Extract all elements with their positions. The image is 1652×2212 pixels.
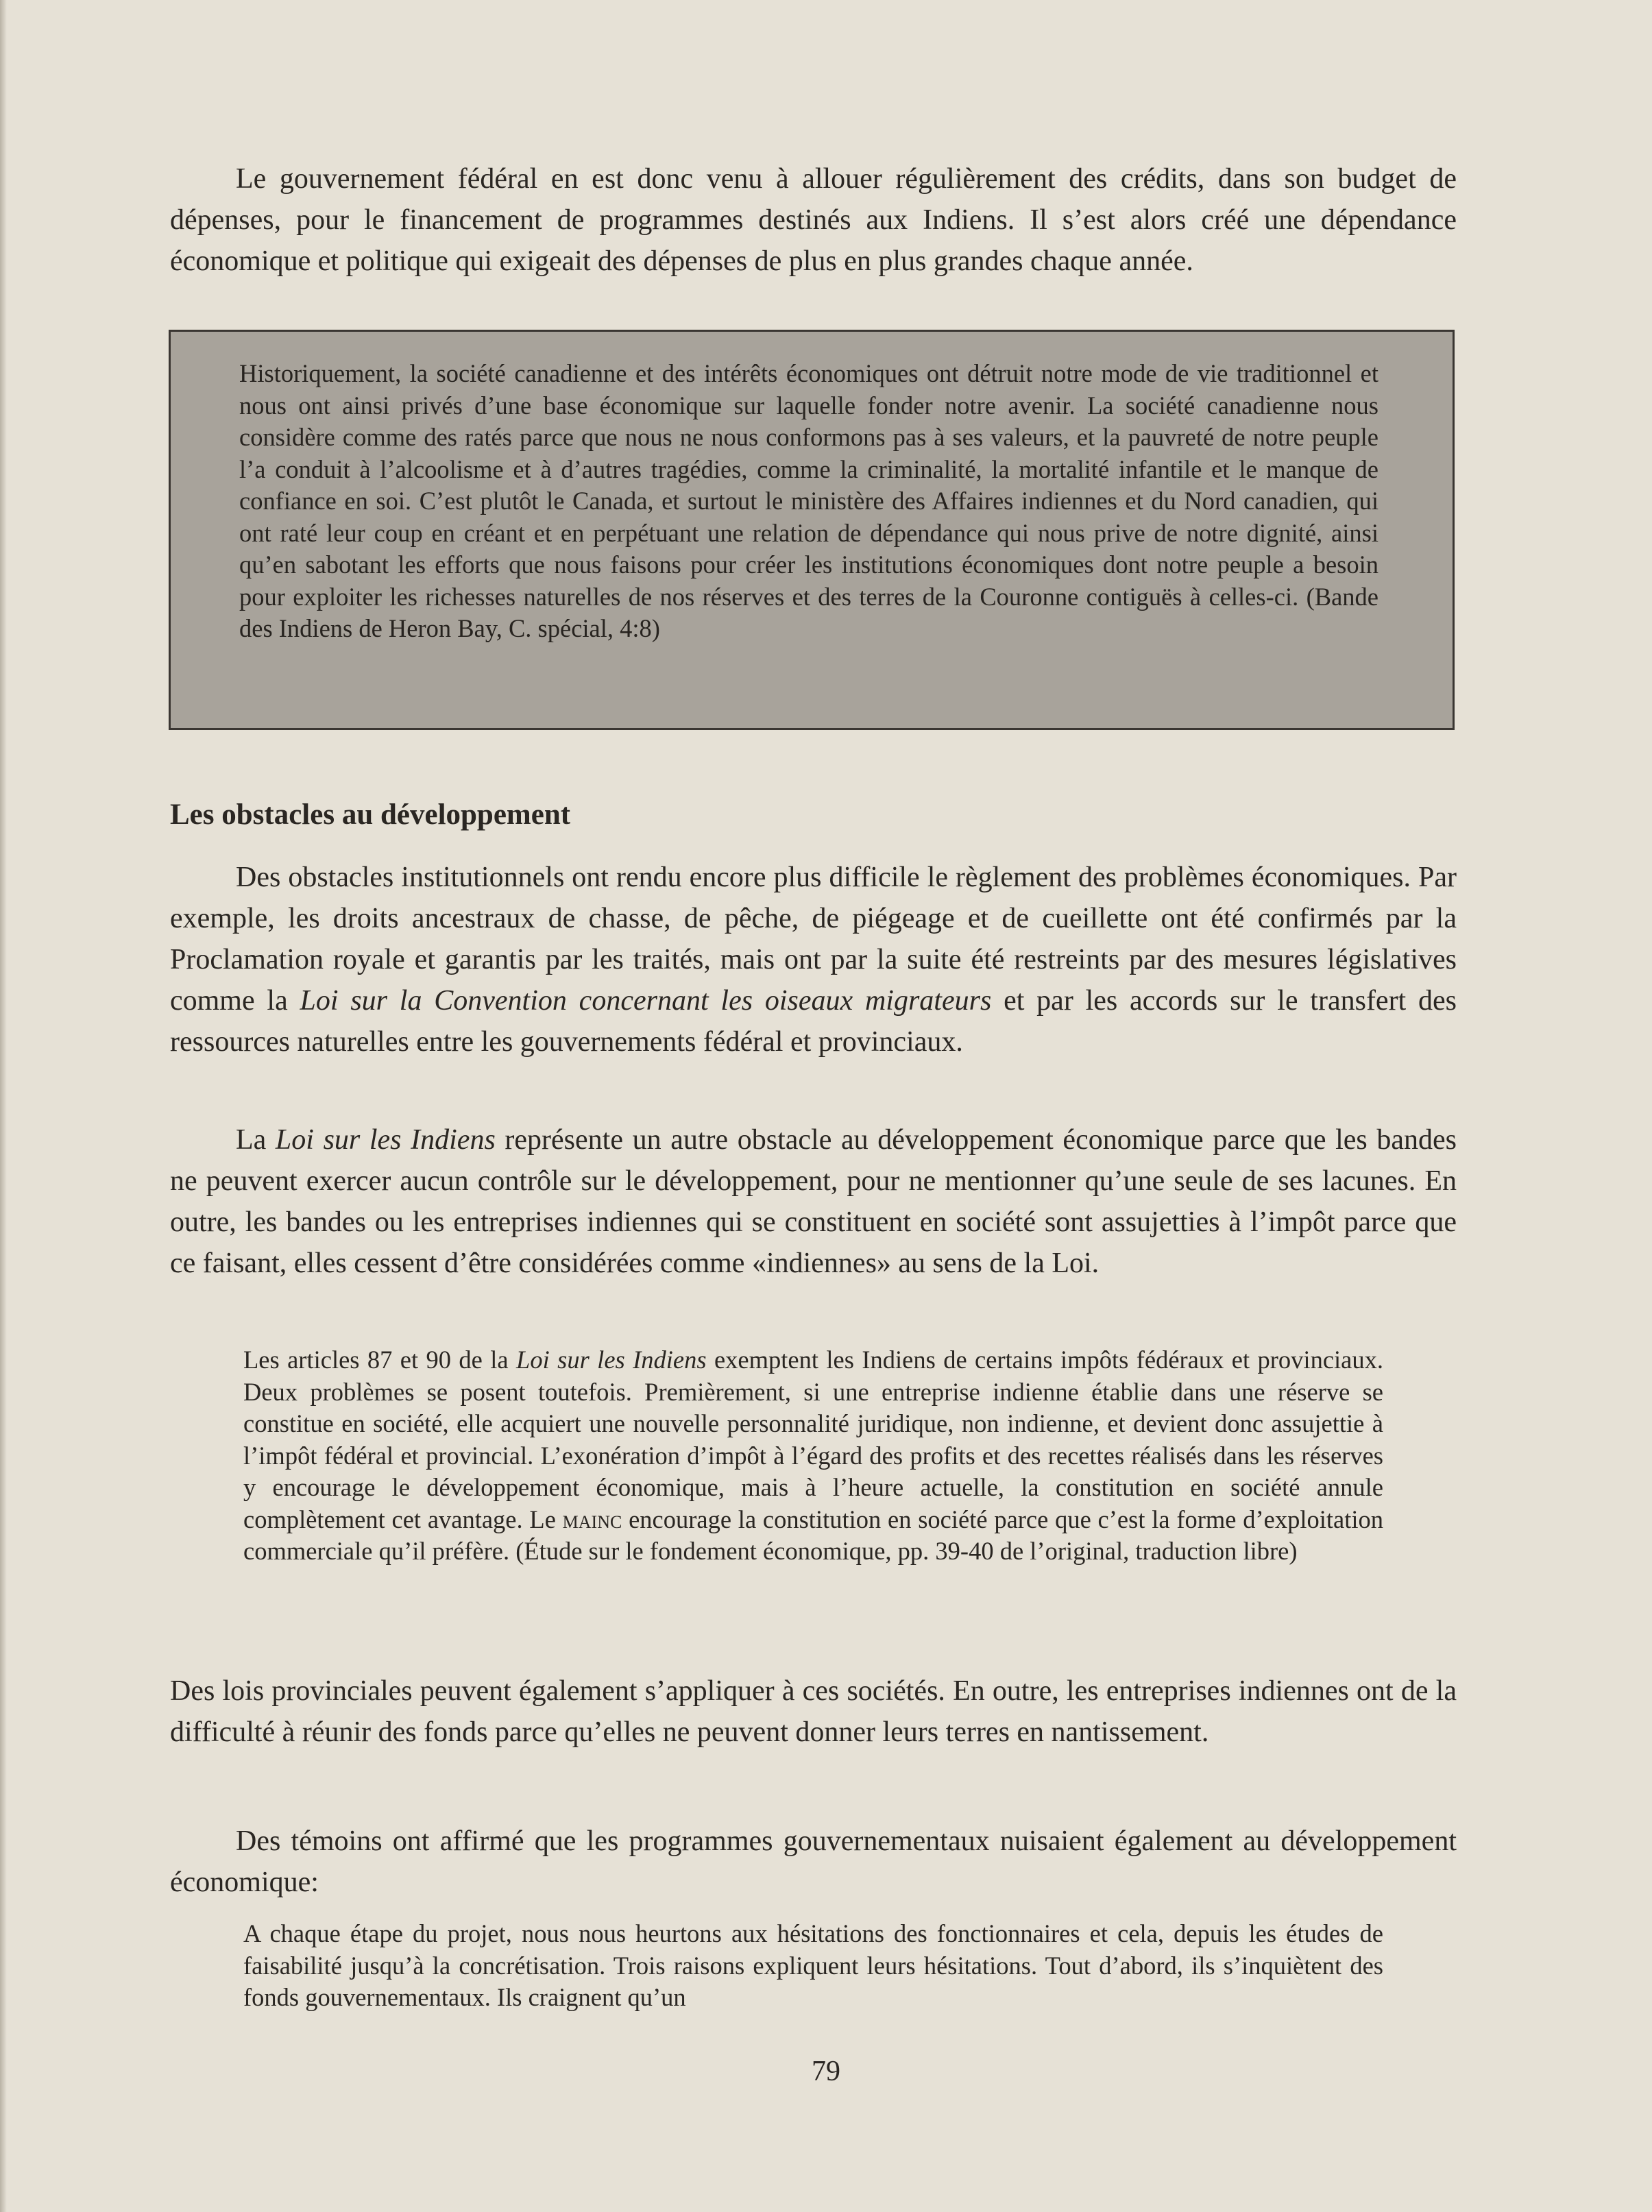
q2-text-start: Les articles 87 et 90 de la xyxy=(243,1346,517,1374)
paragraph-federal-funding: Le gouvernement fédéral en est donc venu à allouer régulièrement des crédits, dans son budget de dépenses, pour le financement de programmes destinés aux Indiens. Il s’est alors créé une dépendance économique et politique qui exigeait des dépenses de plus en plus grandes chaque année. xyxy=(170,163,1457,277)
p2-text-start: Des obstacles institutionnels ont rendu encore plus difficile le règlement des problèmes économiques. Par exemple, les droits ancestraux de chasse, de pêche, de piégeage et de cueillette ont été confirmés par la Proclamation royale et garantis par les traités, mais ont par la suite été restreints par des mesures législatives comme la xyxy=(170,862,1457,1017)
p3-law-title: Loi sur les Indiens xyxy=(275,1124,496,1156)
paragraph-institutional-obstacles xyxy=(170,857,1457,1062)
p3-text-end: représente un autre obstacle au développement économique parce que les bandes ne peuvent exercer aucun contrôle sur le développement, pour ne mentionner qu’une seule de ses lacunes. En outre, les bandes ou les entreprises indiennes qui se constituent en société sont assujetties à l’impôt parce que ce faisant, elles cessent d’être considérées comme «indiennes» au sens de la Loi. xyxy=(170,1124,1457,1279)
p2-text-end: et par les accords sur le transfert des ressources naturelles entre les gouvernements fédéral et provinciaux. xyxy=(170,985,1457,1058)
quote-tax-exemption xyxy=(243,1344,1383,1568)
p2-law-title: Loi sur la Convention concernant les oiseaux migrateurs xyxy=(300,985,992,1017)
paragraph-government-programs: Des témoins ont affirmé que les programmes gouvernementaux nuisaient également au développement économique: xyxy=(170,1825,1457,1898)
page-number: 79 xyxy=(812,2056,840,2087)
paragraph-provincial-laws: Des lois provinciales peuvent également s’appliquer à ces sociétés. En outre, les entreprises indiennes ont de la difficulté à réunir des fonds parce qu’elles ne peuvent donner leurs terres en nantissement. xyxy=(170,1675,1457,1748)
paragraph-indian-act xyxy=(170,1119,1457,1284)
q2-text-middle: exemptent les Indiens de certains impôts fédéraux et provinciaux. Deux problèmes se posent toutefois. Premièrement, si une entreprise indienne établie dans une réserve se constitue en société, elle acquiert une nouvelle personnalité juridique, non indienne, et devient donc assujettie à l’impôt fédéral et provincial. L’exonération d’impôt à l’égard des profits et des recettes réalisés dans les réserves y encourage le développement économique, mais à l’heure actuelle, la constitution en société annule complètement cet avantage. Le xyxy=(243,1346,1383,1533)
quote-official-hesitation: A chaque étape du projet, nous nous heurtons aux hésitations des fonctionnaires et cela, depuis les études de faisabilité jusqu’à la concrétisation. Trois raisons expliquent leurs hésitations. Tout d’abord, ils s’inquiètent des fonds gouvernementaux. Ils craignent qu’un xyxy=(243,1919,1383,2011)
section-heading: Les obstacles au développement xyxy=(170,799,571,831)
heron-bay-quote: Historiquement, la société canadienne et des intérêts économiques ont détruit notre mode de vie traditionnel et nous ont ainsi privés d’une base économique sur laquelle fonder notre avenir. La société canadienne nous considère comme des ratés parce que nous ne nous conformons pas à ses valeurs, et la pauvreté de notre peuple l’a conduit à l’alcoolisme et à d’autres tragédies, comme la criminalité, la mortalité infantile et le manque de confiance en soi. C’est plutôt le Canada, et surtout le ministère des Affaires indiennes et du Nord canadien, qui ont raté leur coup en créant et en perpétuant une relation de dépendance qui nous prive de notre dignité, ainsi qu’en sabotant les efforts que nous faisons pour créer les institutions économiques dont notre peuple a besoin pour exploiter les richesses naturelles de nos réserves et des terres de la Couronne contiguës à celles-ci. (Bande des Indiens de Heron Bay, C. spécial, 4:8) xyxy=(239,359,1378,642)
highlighted-quote-box xyxy=(169,330,1455,730)
p3-text-start: La xyxy=(236,1124,276,1156)
q2-acronym: mainc xyxy=(562,1505,622,1533)
q2-text-end: encourage la constitution en société parce que c’est la forme d’exploitation commerciale qu’il préfère. (Étude sur le fondement économique, pp. 39-40 de l’original, traduction libre) xyxy=(243,1505,1383,1565)
q2-law-title: Loi sur les Indiens xyxy=(516,1346,707,1374)
page-edge-shadow xyxy=(0,0,7,2212)
